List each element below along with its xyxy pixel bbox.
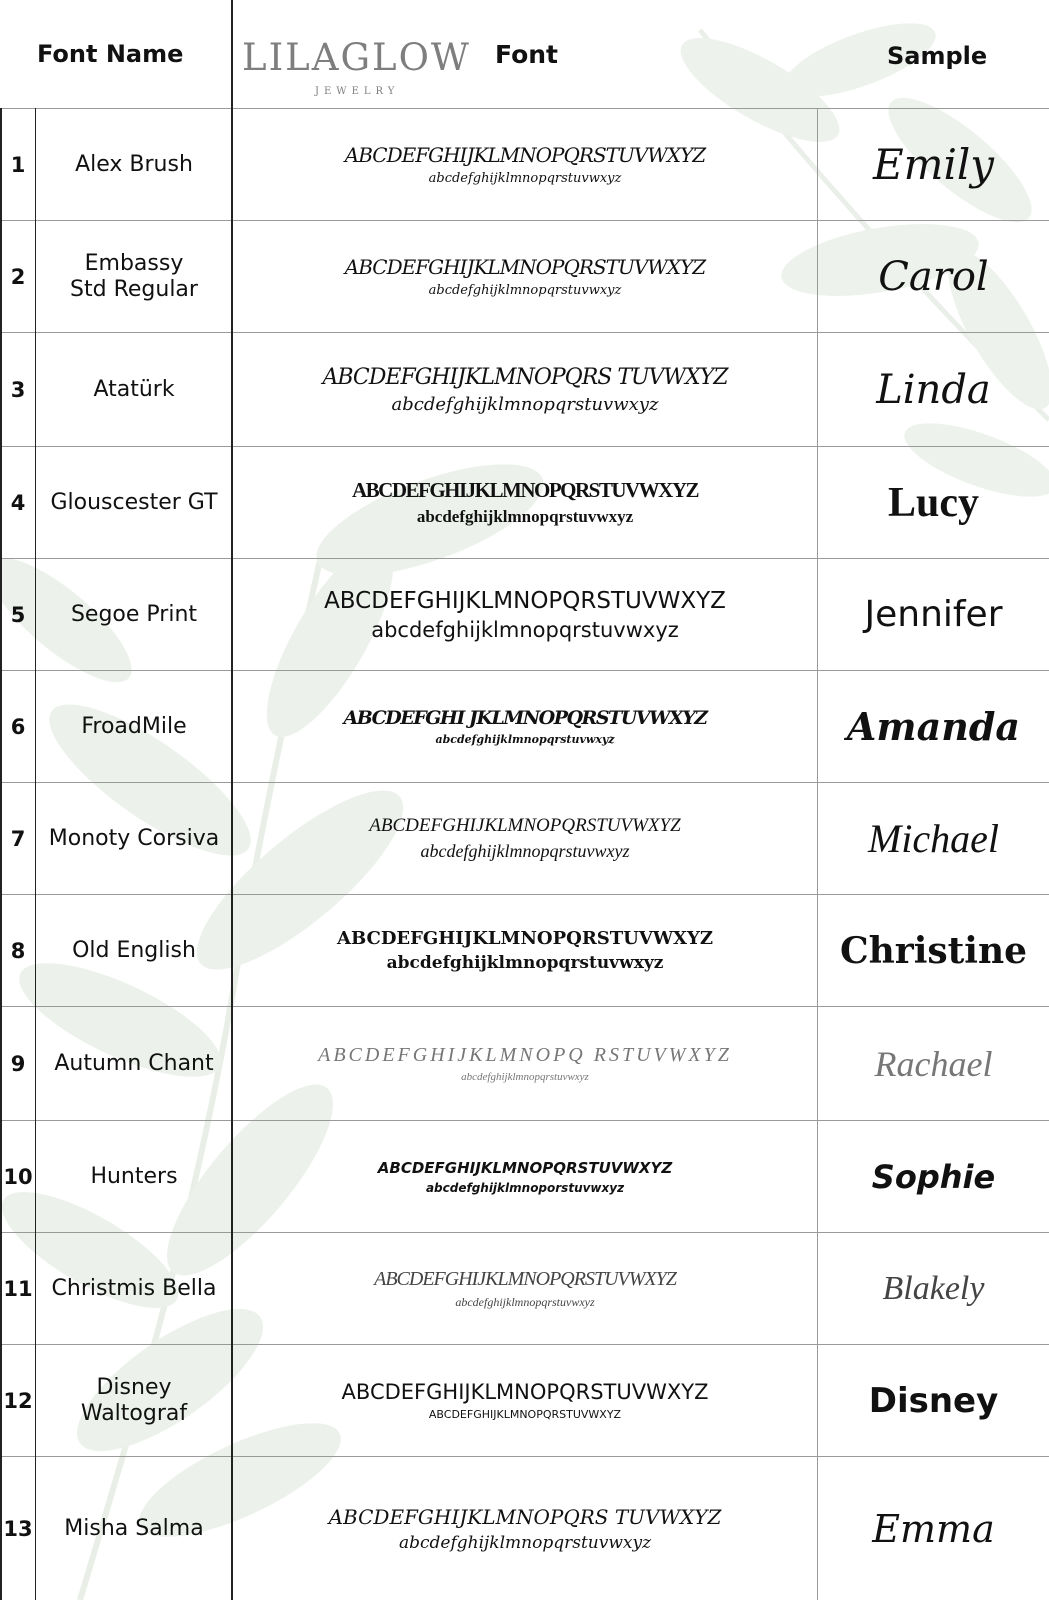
row-number: 2 (10, 264, 26, 289)
header-sample: Sample (887, 42, 988, 70)
lowercase-alphabet: abcdefghijklmnopqrstuvwxyz (428, 283, 622, 298)
column-divider-name (231, 0, 233, 1600)
brand-logo-subtitle: JEWELRY (315, 86, 400, 97)
table-row (0, 1344, 1049, 1456)
table-row (0, 220, 1049, 332)
font-name: Glouscester GT (50, 489, 218, 515)
lowercase-alphabet: abcdefghijklmnopqrstuvwxyz (428, 171, 622, 186)
uppercase-alphabet: ABCDEFGHIJKLMNOPQRSTUVWXYZ (369, 815, 681, 836)
font-preview (233, 895, 817, 1006)
font-preview (233, 1345, 817, 1456)
sample-name: Emily (872, 140, 995, 189)
uppercase-alphabet: ABCDEFGHIJKLMNOPQRSTUVWXYZ (336, 928, 714, 949)
sample-name: Michael (867, 816, 1000, 861)
sample-name: Carol (878, 253, 989, 300)
brand-logo: LILAGLOW (242, 36, 471, 79)
row-number: 12 (3, 1388, 33, 1413)
row-number: 5 (10, 602, 26, 627)
row-number: 11 (3, 1276, 33, 1301)
font-preview (233, 109, 817, 220)
sample-name: Amanda (846, 704, 1021, 749)
font-preview (233, 783, 817, 894)
lowercase-alphabet: abcdefghijklmnopqrstuvwxyz (371, 617, 679, 642)
header-font: Font (495, 40, 558, 69)
sample-name: Rachael (874, 1043, 993, 1084)
row-number: 8 (10, 938, 26, 963)
font-preview (233, 1457, 817, 1600)
header-font-name: Font Name (37, 40, 184, 68)
font-name: Alex Brush (75, 151, 193, 177)
font-preview (233, 1233, 817, 1344)
sample-name: Emma (872, 1506, 995, 1551)
lowercase-alphabet: abcdefghijklmnopqrstuvwxyz (455, 1294, 595, 1309)
font-preview (233, 1007, 817, 1120)
font-name: Misha Salma (64, 1515, 204, 1541)
sample-name: Lucy (887, 479, 979, 526)
font-preview (233, 221, 817, 332)
lowercase-alphabet: abcdefghijklmnopqrstuvwxyz (435, 733, 615, 746)
sample-name: Christine (839, 929, 1028, 972)
uppercase-alphabet: ABCDEFGHIJKLMNOPQRS TUVWXYZ (328, 1504, 722, 1529)
uppercase-alphabet: ABCDEFGHIJKLMNOPQRSTUVWXYZ (341, 1380, 709, 1404)
lowercase-alphabet: abcdefghijklmnoporstuvwxyz (425, 1180, 625, 1195)
uppercase-alphabet: ABCDEFGHIJKLMNOPQRSTUVWXYZ (351, 478, 699, 502)
uppercase-alphabet: ABCDEFGHIJKLMNOPQRSTUVWXYZ (344, 143, 706, 167)
sample-name: Blakely (882, 1269, 985, 1307)
sample-name: Jennifer (864, 594, 1003, 635)
row-number: 10 (3, 1164, 33, 1189)
row-number: 4 (10, 490, 26, 515)
table-row (0, 446, 1049, 558)
column-divider-sample (817, 108, 818, 1600)
font-preview (233, 1121, 817, 1232)
table-row (0, 332, 1049, 446)
lowercase-alphabet: ABCDEFGHIJKLMNOPQRSTUVWXYZ (428, 1408, 622, 1421)
table-row (0, 670, 1049, 782)
font-name: Disney Waltograf (80, 1374, 188, 1426)
uppercase-alphabet: ABCDEFGHIJKLMNOPQRSTUVWXYZ (377, 1158, 673, 1177)
font-name: Autumn Chant (54, 1050, 214, 1076)
font-name: Segoe Print (70, 601, 198, 627)
font-name: Old English (72, 937, 196, 963)
table-row (0, 1456, 1049, 1600)
font-name: Monoty Corsiva (48, 825, 220, 851)
table-row (0, 1232, 1049, 1344)
table-row (0, 108, 1049, 220)
uppercase-alphabet: ABCDEFGHIJKLMNOPQ RSTUVWXYZ (318, 1044, 732, 1066)
sample-name: Linda (876, 366, 991, 413)
uppercase-alphabet: ABCDEFGHI JKLMNOPQRSTUVWXYZ (343, 707, 707, 729)
font-preview (233, 559, 817, 670)
row-number: 7 (10, 826, 26, 851)
sample-name: Disney (868, 1380, 999, 1421)
font-name: Christmis Bella (51, 1275, 217, 1301)
lowercase-alphabet: abcdefghijklmnopqrstuvwxyz (461, 1071, 589, 1083)
lowercase-alphabet: abcdefghijklmnopqrstuvwxyz (416, 507, 634, 526)
font-preview (233, 447, 817, 558)
uppercase-alphabet: ABCDEFGHIJKLMNOPQRSTUVWXYZ (374, 1267, 676, 1290)
font-preview (233, 671, 817, 782)
lowercase-alphabet: abcdefghijklmnopqrstuvwxyz (420, 841, 630, 861)
font-preview (233, 333, 817, 446)
column-divider-number (35, 108, 36, 1600)
font-name: Hunters (90, 1163, 178, 1189)
table-row (0, 1006, 1049, 1120)
lowercase-alphabet: abcdefghijklmnopqrstuvwxyz (386, 953, 664, 973)
row-number: 3 (10, 377, 26, 402)
font-name: Atatürk (93, 376, 175, 402)
table-row (0, 1120, 1049, 1232)
row-number: 1 (10, 152, 26, 177)
table-row (0, 558, 1049, 670)
row-left-edge (0, 108, 2, 1600)
sample-name: Sophie (871, 1157, 996, 1196)
lowercase-alphabet: abcdefghijklmnopqrstuvwxyz (391, 393, 659, 415)
table-header (0, 0, 1049, 108)
row-number: 6 (10, 714, 26, 739)
row-number: 9 (10, 1051, 26, 1076)
uppercase-alphabet: ABCDEFGHIJKLMNOPQRSTUVWXYZ (344, 255, 706, 279)
row-number: 13 (3, 1516, 33, 1541)
lowercase-alphabet: abcdefghijklmnopqrstuvwxyz (398, 1532, 652, 1553)
table-row (0, 782, 1049, 894)
font-name: Embassy Std Regular (70, 250, 198, 302)
font-name: FroadMile (81, 713, 187, 739)
uppercase-alphabet: ABCDEFGHIJKLMNOPQRS TUVWXYZ (322, 364, 728, 390)
uppercase-alphabet: ABCDEFGHIJKLMNOPQRSTUVWXYZ (324, 587, 726, 614)
table-row (0, 894, 1049, 1006)
